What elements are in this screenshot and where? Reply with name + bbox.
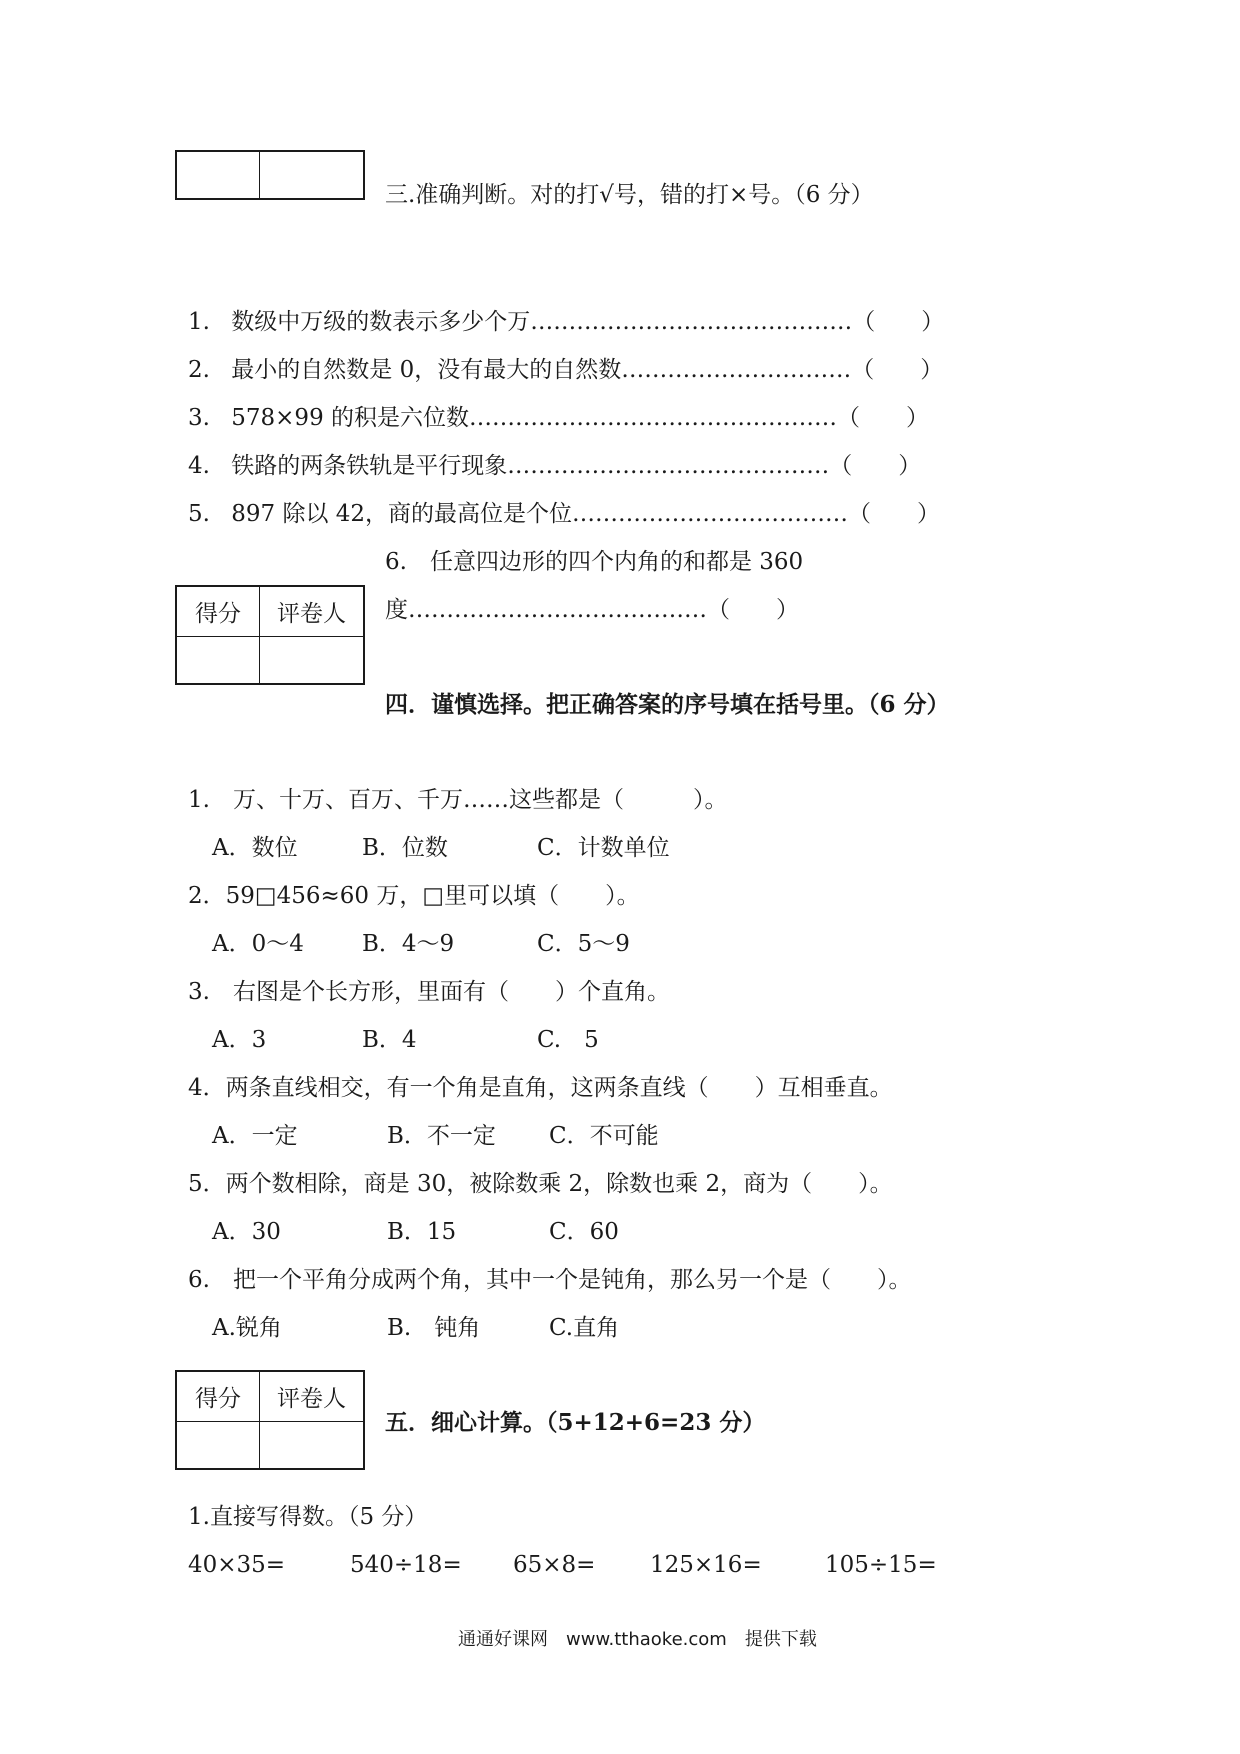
section4-title: 四．谨慎选择。把正确答案的序号填在括号里。（6 分） — [385, 691, 950, 718]
section5-title: 五．细心计算。（5+12+6=23 分） — [385, 1409, 766, 1436]
calc-row — [188, 1550, 988, 1582]
option-b[interactable]: B．4～9 — [362, 931, 455, 957]
grader-header: 评卷人 — [260, 586, 365, 636]
grader-header: 评卷人 — [260, 1371, 365, 1421]
score-box-section4 — [175, 585, 365, 685]
option-c[interactable]: C．不可能 — [549, 1123, 659, 1149]
option-a[interactable]: A．30 — [212, 1219, 281, 1245]
item-number: 5. — [188, 501, 210, 527]
option-b[interactable]: B．位数 — [362, 835, 448, 861]
judge-item-1 — [188, 307, 944, 337]
score-cell[interactable] — [176, 151, 260, 199]
judge-item-2 — [188, 355, 943, 385]
score-header: 得分 — [176, 586, 260, 636]
choice-question-2: 2．59□456≈60 万，□里可以填（ ）。 — [188, 883, 640, 909]
judge-item-5 — [188, 499, 940, 529]
option-a[interactable]: A．数位 — [212, 835, 298, 861]
judge-item-3 — [188, 403, 929, 433]
score-cell[interactable] — [176, 1421, 260, 1469]
grader-cell[interactable] — [260, 636, 365, 684]
score-header: 得分 — [176, 1371, 260, 1421]
option-b[interactable]: B．不一定 — [387, 1123, 496, 1149]
choice-question-4: 4．两条直线相交，有一个角是直角，这两条直线（ ）互相垂直。 — [188, 1075, 893, 1101]
score-box-section5 — [175, 1370, 365, 1470]
option-c[interactable]: C．计数单位 — [537, 835, 670, 861]
option-a[interactable]: A．0～4 — [212, 931, 304, 957]
section5-sub1: 1.直接写得数。（5 分） — [188, 1504, 428, 1530]
option-c[interactable]: C. 5 — [537, 1027, 599, 1053]
choice-question-1: 1. 万、十万、百万、千万……这些都是（ ）。 — [188, 787, 728, 813]
option-b[interactable]: B. 钝角 — [387, 1315, 481, 1341]
item-text: 897 除以 42，商的最高位是个位………………………………（ ） — [231, 501, 941, 527]
item-number: 3. — [188, 405, 210, 431]
item-text: 最小的自然数是 0，没有最大的自然数…………………………（ ） — [231, 357, 944, 383]
item-text: 578×99 的积是六位数…………………………………………（ ） — [231, 405, 930, 431]
grader-cell[interactable] — [260, 1421, 365, 1469]
calc-item-3: 65×8= — [513, 1552, 596, 1578]
calc-item-2: 540÷18= — [350, 1552, 462, 1578]
grader-cell[interactable] — [260, 151, 365, 199]
choice-question-5: 5．两个数相除，商是 30，被除数乘 2，除数也乘 2，商为（ ）。 — [188, 1171, 893, 1197]
calc-item-1: 40×35= — [188, 1552, 286, 1578]
score-cell[interactable] — [176, 636, 260, 684]
choice-question-6: 6. 把一个平角分成两个角，其中一个是钝角，那么另一个是（ ）。 — [188, 1267, 912, 1293]
section3-title: 三.准确判断。对的打√号，错的打×号。（6 分） — [385, 182, 874, 208]
calc-item-5: 105÷15= — [825, 1552, 937, 1578]
option-c[interactable]: C．5～9 — [537, 931, 630, 957]
score-box-top — [175, 150, 365, 200]
judge-item-6-line1: 6. 任意四边形的四个内角的和都是 360 — [385, 549, 804, 575]
item-number: 4. — [188, 453, 210, 479]
option-b[interactable]: B．15 — [387, 1219, 457, 1245]
calc-item-4: 125×16= — [650, 1552, 762, 1578]
option-a[interactable]: A．一定 — [212, 1123, 298, 1149]
option-c[interactable]: C.直角 — [549, 1315, 620, 1341]
judge-item-4 — [188, 451, 921, 481]
option-b[interactable]: B．4 — [362, 1027, 417, 1053]
choice-question-3: 3. 右图是个长方形，里面有（ ）个直角。 — [188, 979, 670, 1005]
page-footer: 通通好课网 www.tthaoke.com 提供下载 — [458, 1629, 817, 1650]
item-number: 2. — [188, 357, 210, 383]
option-c[interactable]: C．60 — [549, 1219, 619, 1245]
option-a[interactable]: A.锐角 — [212, 1315, 282, 1341]
item-number: 1. — [188, 309, 210, 335]
option-a[interactable]: A．3 — [212, 1027, 267, 1053]
item-text: 铁路的两条铁轨是平行现象……………………………………（ ） — [231, 453, 922, 479]
judge-item-6-line2: 度…………………………………（ ） — [385, 597, 799, 623]
item-text: 数级中万级的数表示多少个万……………………………………（ ） — [231, 309, 945, 335]
